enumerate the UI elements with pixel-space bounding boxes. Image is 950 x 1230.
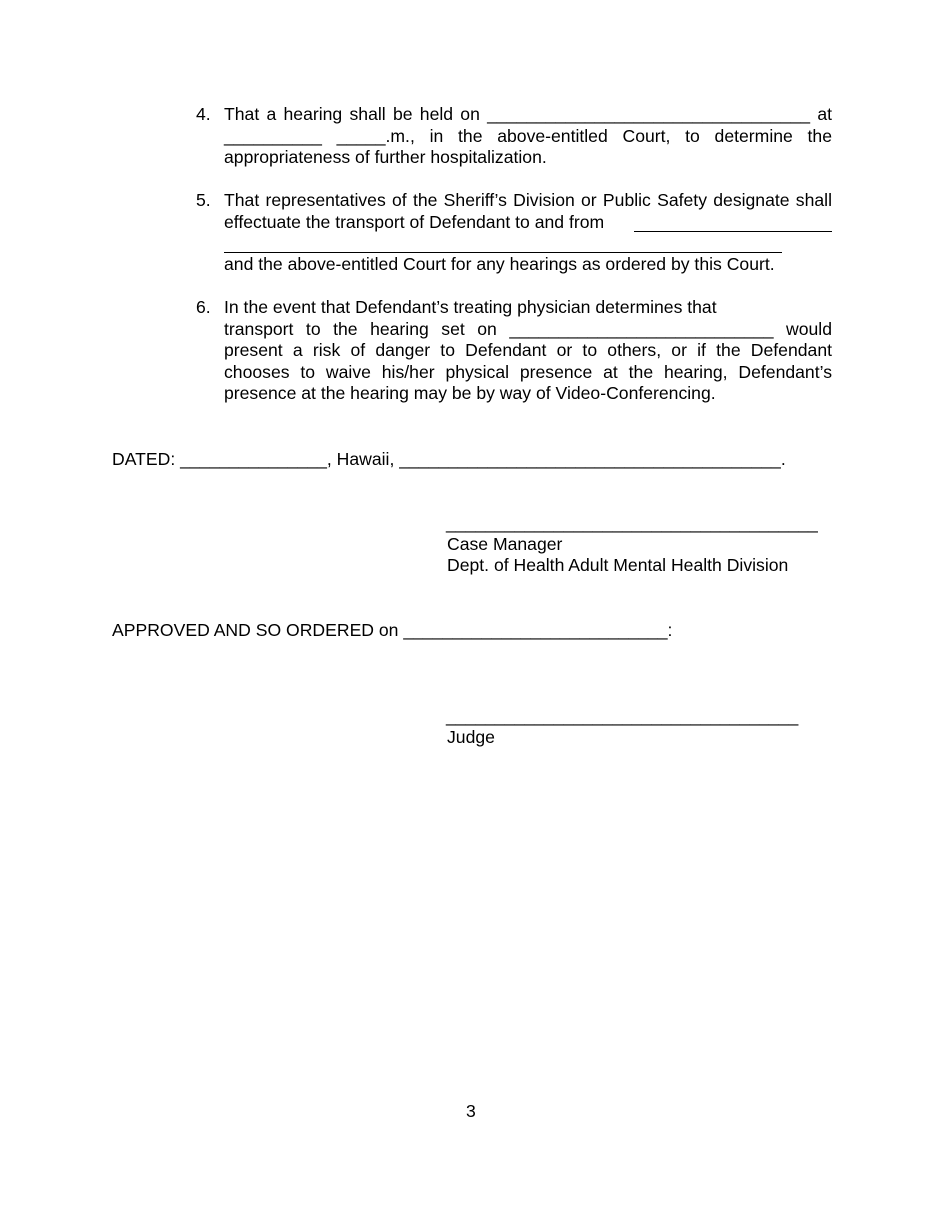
- approved-line: APPROVED AND SO ORDERED on ___________________________:: [112, 620, 673, 640]
- list-item-6: [196, 297, 832, 405]
- item-6-line-4: chooses to waive his/her physical presence at the hearing, Defendant’s: [224, 361, 832, 382]
- case-manager-title: Case Manager: [447, 534, 563, 554]
- item-6-line-5: presence at the hearing may be by way of Video-Conferencing.: [224, 383, 716, 403]
- transport-location-underline: [634, 231, 832, 232]
- transport-location-underline-2: [224, 252, 782, 253]
- item-6-line-3: present a risk of danger to Defendant or to others, or if the Defendant: [224, 340, 832, 360]
- item-4-line-2: __________ _____.m., in the above-entitled Court, to determine the: [224, 125, 832, 146]
- list-item-5: [196, 190, 832, 276]
- item-5-line-2: effectuate the transport of Defendant to and from: [224, 211, 605, 232]
- item-number: 6.: [196, 297, 211, 317]
- case-manager-department: Dept. of Health Adult Mental Health Division: [447, 555, 789, 575]
- item-6-line-1: In the event that Defendant’s treating physician determines that: [224, 297, 717, 317]
- item-number: 4.: [196, 104, 211, 124]
- item-6-line-2: transport to the hearing set on ___________________________ would: [224, 318, 832, 339]
- judge-title: Judge: [447, 727, 495, 747]
- judge-signature-line: ____________________________________: [446, 706, 799, 726]
- list-item-4: [196, 104, 832, 169]
- item-5-line-3: and the above-entitled Court for any hearings as ordered by this Court.: [224, 254, 775, 274]
- page-number: 3: [466, 1101, 476, 1121]
- case-manager-signature-line: ______________________________________: [446, 513, 818, 533]
- item-number: 5.: [196, 190, 211, 210]
- dated-line: DATED: _______________, Hawaii, _______________________________________.: [112, 449, 786, 469]
- item-4-line-1: That a hearing shall be held on _________________________________ at: [224, 104, 832, 124]
- item-5-line-1: That representatives of the Sheriff’s Division or Public Safety designate shall: [224, 190, 832, 210]
- item-4-line-3: appropriateness of further hospitalization.: [224, 147, 547, 167]
